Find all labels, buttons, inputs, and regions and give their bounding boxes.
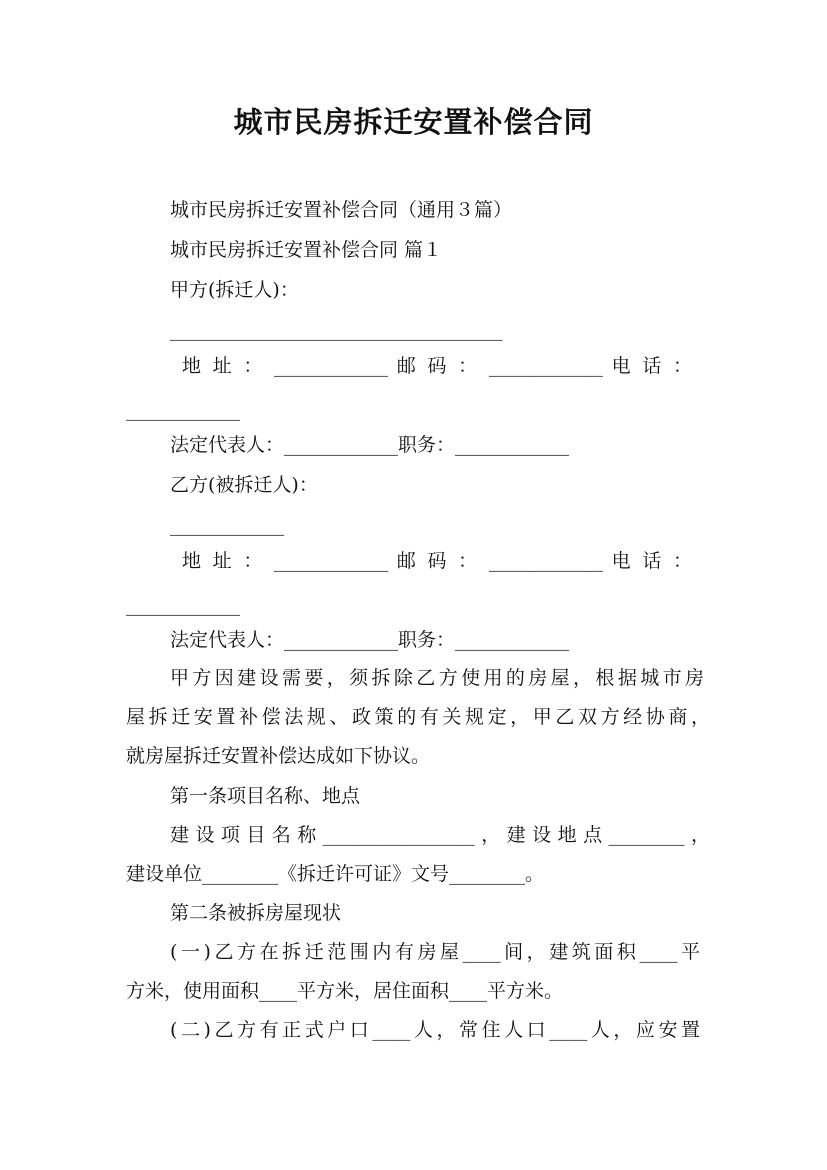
article-heading: 第一条项目名称、地点	[170, 785, 361, 807]
paragraph-line: 方米，使用面积____平方米，居住面积____平方米。	[126, 980, 564, 1002]
paragraph-line: 甲方因建设需要，须拆除乙方使用的房屋，根据城市房	[170, 667, 704, 689]
paragraph-line: 就房屋拆迁安置补偿达成如下协议。	[126, 745, 431, 767]
paragraph-line: 建设项目名称________________，建设地点________，	[170, 824, 710, 846]
paragraph-line: 屋拆迁安置补偿法规、政策的有关规定，甲乙双方经协商，	[126, 706, 710, 728]
paragraph-line: (一)乙方在拆迁范围内有房屋____间，建筑面积____平	[170, 941, 700, 963]
party-b-phone-blank: ____________	[126, 594, 240, 616]
party-a-representative-line: 法定代表人：____________职务：____________	[170, 434, 570, 456]
party-b-label: 乙方(被拆迁人)：	[170, 474, 318, 496]
section-heading: 城市民房拆迁安置补偿合同 篇１	[170, 239, 443, 261]
party-a-label: 甲方(拆迁人)：	[170, 279, 299, 301]
party-a-phone-blank: ____________	[126, 399, 240, 421]
party-b-address-line: 地 址 ： ____________ 邮 码 ： ____________ 电 话 ：	[182, 550, 692, 572]
subtitle-line: 城市民房拆迁安置补偿合同（通用３篇）	[170, 199, 513, 221]
paragraph-line: 建设单位________《拆迁许可证》文号________。	[126, 863, 545, 885]
party-b-name-blank: ____________	[170, 514, 284, 536]
party-b-representative-line: 法定代表人：____________职务：____________	[170, 629, 570, 651]
party-a-address-line: 地 址 ： ____________ 邮 码 ： ____________ 电 话 ：	[182, 355, 692, 377]
party-a-name-blank: ___________________________________	[170, 319, 503, 341]
paragraph-line: (二)乙方有正式户口____人，常住人口____人，应安置	[170, 1019, 700, 1041]
article-heading: 第二条被拆房屋现状	[170, 902, 342, 924]
document-title: 城市民房拆迁安置补偿合同	[233, 105, 594, 139]
